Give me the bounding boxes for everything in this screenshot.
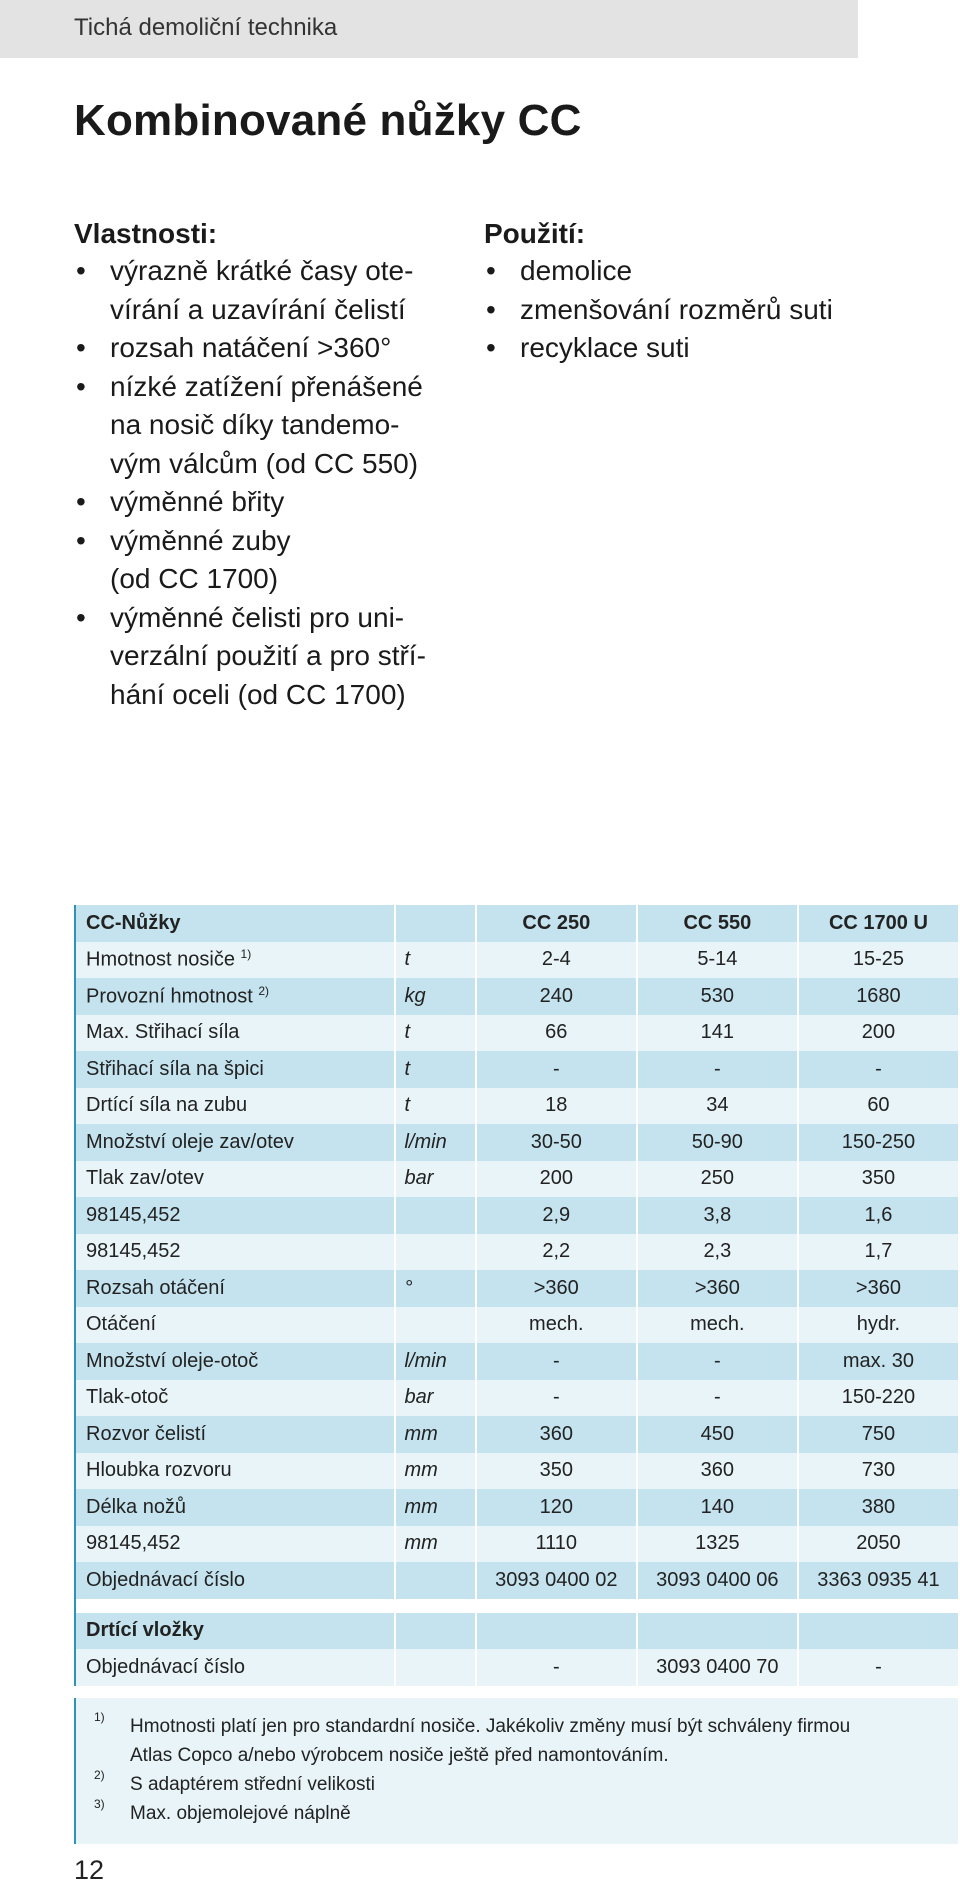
usage-heading: Použití: — [484, 218, 586, 249]
feature-item-line: výměnné zuby — [110, 524, 291, 556]
footnote-text: Atlas Copco a/nebo výrobcem nosiče ještě před namontováním. — [130, 1745, 669, 1766]
row-name: Objednávací číslo — [75, 1562, 395, 1599]
row-name: Rozsah otáčení — [75, 1270, 395, 1307]
row-unit: mm — [395, 1416, 475, 1453]
row-value-cc250: 30-50 — [476, 1124, 637, 1161]
row-value-cc250: - — [476, 1051, 637, 1088]
row-value-cc250: 240 — [476, 978, 637, 1015]
gap-cell — [476, 1599, 637, 1613]
section2-header-empty — [476, 1613, 637, 1650]
row-name: Tlak-otoč — [75, 1380, 395, 1417]
row-value-cc1700u: max. 30 — [798, 1343, 959, 1380]
footnote-ref: 2) — [258, 983, 269, 998]
table-row — [75, 1124, 959, 1161]
feature-item-line: výměnné čelisti pro uni- — [110, 601, 405, 633]
table-row — [75, 1526, 959, 1563]
row-value-cc250: mech. — [476, 1307, 637, 1344]
table-row — [75, 1270, 959, 1307]
feature-item — [74, 368, 474, 484]
footnotes-box — [74, 1698, 958, 1844]
row-value-cc550: - — [637, 1051, 798, 1088]
row-unit — [395, 1307, 475, 1344]
row-unit — [395, 1649, 475, 1686]
footnote-mark: 1) — [94, 1710, 105, 1724]
row-value-cc1700u: 200 — [798, 1015, 959, 1052]
row-unit: t — [395, 942, 475, 979]
row-value-cc550: 3093 0400 70 — [637, 1649, 798, 1686]
row-value-cc550: 3093 0400 06 — [637, 1562, 798, 1599]
feature-item-line: verzální použití a pro stří- — [110, 640, 426, 671]
row-value-cc1700u: 1,7 — [798, 1234, 959, 1271]
row-unit: ° — [395, 1270, 475, 1307]
column-header-unit — [395, 905, 475, 942]
row-unit: mm — [395, 1453, 475, 1490]
footnote-line — [94, 1797, 351, 1827]
page-title: Kombinované nůžky CC — [74, 96, 582, 145]
usage-item: • recyklace suti — [484, 329, 954, 368]
feature-item-line: výměnné břity — [110, 486, 285, 517]
row-unit: kg — [395, 978, 475, 1015]
footnote-text: Hmotnosti platí jen pro standardní nosiče. Jakékoliv změny musí být schváleny firmou — [130, 1716, 851, 1737]
footnote-ref: 1) — [240, 947, 252, 962]
feature-item-line: hání oceli (od CC 1700) — [110, 678, 406, 710]
row-value-cc1700u: - — [798, 1649, 959, 1686]
row-value-cc550: mech. — [637, 1307, 798, 1344]
feature-item-line: nízké zatížení přenášené — [110, 370, 423, 402]
row-unit: t — [395, 1015, 475, 1052]
row-unit: bar — [395, 1380, 475, 1417]
gap-cell — [395, 1599, 475, 1613]
section2-row — [75, 1649, 959, 1686]
row-unit: t — [395, 1088, 475, 1125]
row-name: Max. Střihací síla — [75, 1015, 395, 1052]
row-value-cc1700u: 15-25 — [798, 942, 959, 979]
row-value-cc1700u: 350 — [798, 1161, 959, 1198]
row-value-cc550: 1325 — [637, 1526, 798, 1563]
footnote-mark: 3) — [94, 1797, 105, 1811]
table-row — [75, 1343, 959, 1380]
row-name: Hloubka rozvoru — [75, 1453, 395, 1490]
row-value-cc1700u: 380 — [798, 1489, 959, 1526]
footnote-mark: 2) — [94, 1768, 105, 1782]
row-value-cc550: 141 — [637, 1015, 798, 1052]
row-unit: mm — [395, 1489, 475, 1526]
row-name: Střihací síla na špici — [75, 1051, 395, 1088]
row-value-cc1700u: 1680 — [798, 978, 959, 1015]
feature-item — [74, 483, 474, 522]
row-value-cc1700u: 60 — [798, 1088, 959, 1125]
row-value-cc250: 120 — [476, 1489, 637, 1526]
row-name: 98145,452 — [75, 1526, 395, 1563]
footnote-text: S adaptérem střední velikosti — [130, 1774, 376, 1795]
row-value-cc550: 2,3 — [637, 1234, 798, 1271]
feature-item — [74, 252, 474, 329]
row-name: Rozvor čelistí — [75, 1416, 395, 1453]
features-column — [74, 216, 474, 714]
row-value-cc250: 1110 — [476, 1526, 637, 1563]
row-value-cc550: 34 — [637, 1088, 798, 1125]
row-value-cc550: 250 — [637, 1161, 798, 1198]
gap-cell — [798, 1599, 959, 1613]
row-value-cc250: 2-4 — [476, 942, 637, 979]
row-value-cc1700u: 3363 0935 41 — [798, 1562, 959, 1599]
row-name: Množství oleje zav/otev — [75, 1124, 395, 1161]
row-value-cc1700u: 150-220 — [798, 1380, 959, 1417]
feature-item-line: na nosič díky tandemo- — [110, 409, 400, 440]
row-value-cc550: 450 — [637, 1416, 798, 1453]
row-unit — [395, 1197, 475, 1234]
spec-table — [74, 905, 960, 1686]
row-value-cc250: 350 — [476, 1453, 637, 1490]
usage-list — [484, 252, 954, 368]
gap-cell — [637, 1599, 798, 1613]
row-name: Množství oleje-otoč — [75, 1343, 395, 1380]
section2-header-empty — [798, 1613, 959, 1650]
row-unit — [395, 1234, 475, 1271]
feature-item-line: rozsah natáčení >360° — [110, 332, 392, 363]
table-row — [75, 978, 959, 1015]
row-value-cc250: 2,2 — [476, 1234, 637, 1271]
row-value-cc250: >360 — [476, 1270, 637, 1307]
feature-item — [74, 599, 474, 715]
row-value-cc250: 18 — [476, 1088, 637, 1125]
row-value-cc250: 200 — [476, 1161, 637, 1198]
table-row — [75, 1307, 959, 1344]
table-row — [75, 942, 959, 979]
row-name: Provozní hmotnost $^{2)}$ — [75, 978, 395, 1015]
feature-item — [74, 329, 474, 368]
row-unit: bar — [395, 1161, 475, 1198]
row-value-cc250: - — [476, 1649, 637, 1686]
footnote-line — [94, 1768, 376, 1798]
row-name: Hmotnost nosiče $^{1)}$ — [75, 942, 395, 979]
row-name: 98145,452 — [75, 1234, 395, 1271]
row-value-cc250: 360 — [476, 1416, 637, 1453]
table-row — [75, 1562, 959, 1599]
row-value-cc550: 530 — [637, 978, 798, 1015]
row-unit: l/min — [395, 1343, 475, 1380]
column-header-cc250: CC 250 — [476, 905, 637, 942]
section-header-label: Tichá demoliční technika — [74, 14, 338, 41]
row-value-cc550: - — [637, 1343, 798, 1380]
usage-item: • demolice — [484, 252, 954, 291]
section-header-band — [0, 0, 858, 58]
table-row — [75, 1161, 959, 1198]
feature-item-line: vým válcům (od CC 550) — [110, 447, 419, 479]
column-header-cc550: CC 550 — [637, 905, 798, 942]
row-name: Drtící síla na zubu — [75, 1088, 395, 1125]
table-row — [75, 1088, 959, 1125]
features-heading: Vlastnosti: — [74, 218, 218, 249]
row-value-cc1700u: 2050 — [798, 1526, 959, 1563]
row-value-cc250: - — [476, 1343, 637, 1380]
table-row — [75, 1234, 959, 1271]
row-value-cc550: 140 — [637, 1489, 798, 1526]
row-value-cc550: >360 — [637, 1270, 798, 1307]
page-number: 12 — [74, 1855, 105, 1885]
section2-title: Drtící vložky — [75, 1613, 395, 1650]
feature-item-line: (od CC 1700) — [110, 563, 279, 594]
row-value-cc250: 66 — [476, 1015, 637, 1052]
table-row — [75, 1197, 959, 1234]
row-value-cc550: 360 — [637, 1453, 798, 1490]
usage-column — [484, 216, 954, 368]
row-value-cc550: 50-90 — [637, 1124, 798, 1161]
column-header-cc1700u: CC 1700 U — [798, 905, 959, 942]
row-unit — [395, 1562, 475, 1599]
row-unit: l/min — [395, 1124, 475, 1161]
row-unit: mm — [395, 1526, 475, 1563]
footnote-text: Max. objemolejové náplně — [130, 1803, 351, 1824]
row-value-cc550: 3,8 — [637, 1197, 798, 1234]
table-row — [75, 1051, 959, 1088]
table-row — [75, 1015, 959, 1052]
table-row — [75, 1489, 959, 1526]
section2-header-empty — [395, 1613, 475, 1650]
row-name: Objednávací číslo — [75, 1649, 395, 1686]
row-value-cc1700u: hydr. — [798, 1307, 959, 1344]
row-name: 98145,452 — [75, 1197, 395, 1234]
footnote-line — [94, 1710, 851, 1740]
section2-header-row — [75, 1613, 959, 1650]
row-value-cc550: 5-14 — [637, 942, 798, 979]
feature-item-line: výrazně krátké časy ote- — [110, 255, 414, 286]
table-row — [75, 1416, 959, 1453]
row-value-cc250: - — [476, 1380, 637, 1417]
table-row — [75, 1380, 959, 1417]
row-value-cc1700u: >360 — [798, 1270, 959, 1307]
feature-item-line: vírání a uzavírání čelistí — [110, 293, 406, 325]
row-name: Otáčení — [75, 1307, 395, 1344]
features-list — [74, 252, 474, 714]
row-value-cc1700u: 750 — [798, 1416, 959, 1453]
row-value-cc1700u: 1,6 — [798, 1197, 959, 1234]
row-name: Délka nožů — [75, 1489, 395, 1526]
column-header-name: CC-Nůžky — [75, 905, 395, 942]
row-value-cc1700u: 150-250 — [798, 1124, 959, 1161]
feature-item — [74, 522, 474, 599]
usage-item: • zmenšování rozměrů suti — [484, 291, 954, 330]
section2-header-empty — [637, 1613, 798, 1650]
row-value-cc1700u: - — [798, 1051, 959, 1088]
row-value-cc250: 3093 0400 02 — [476, 1562, 637, 1599]
row-value-cc250: 2,9 — [476, 1197, 637, 1234]
table-gap-row — [75, 1599, 959, 1613]
row-value-cc1700u: 730 — [798, 1453, 959, 1490]
row-value-cc550: - — [637, 1380, 798, 1417]
gap-cell — [75, 1599, 395, 1613]
row-unit: t — [395, 1051, 475, 1088]
table-row — [75, 1453, 959, 1490]
row-name: Tlak zav/otev — [75, 1161, 395, 1198]
table-header-row — [75, 905, 959, 942]
